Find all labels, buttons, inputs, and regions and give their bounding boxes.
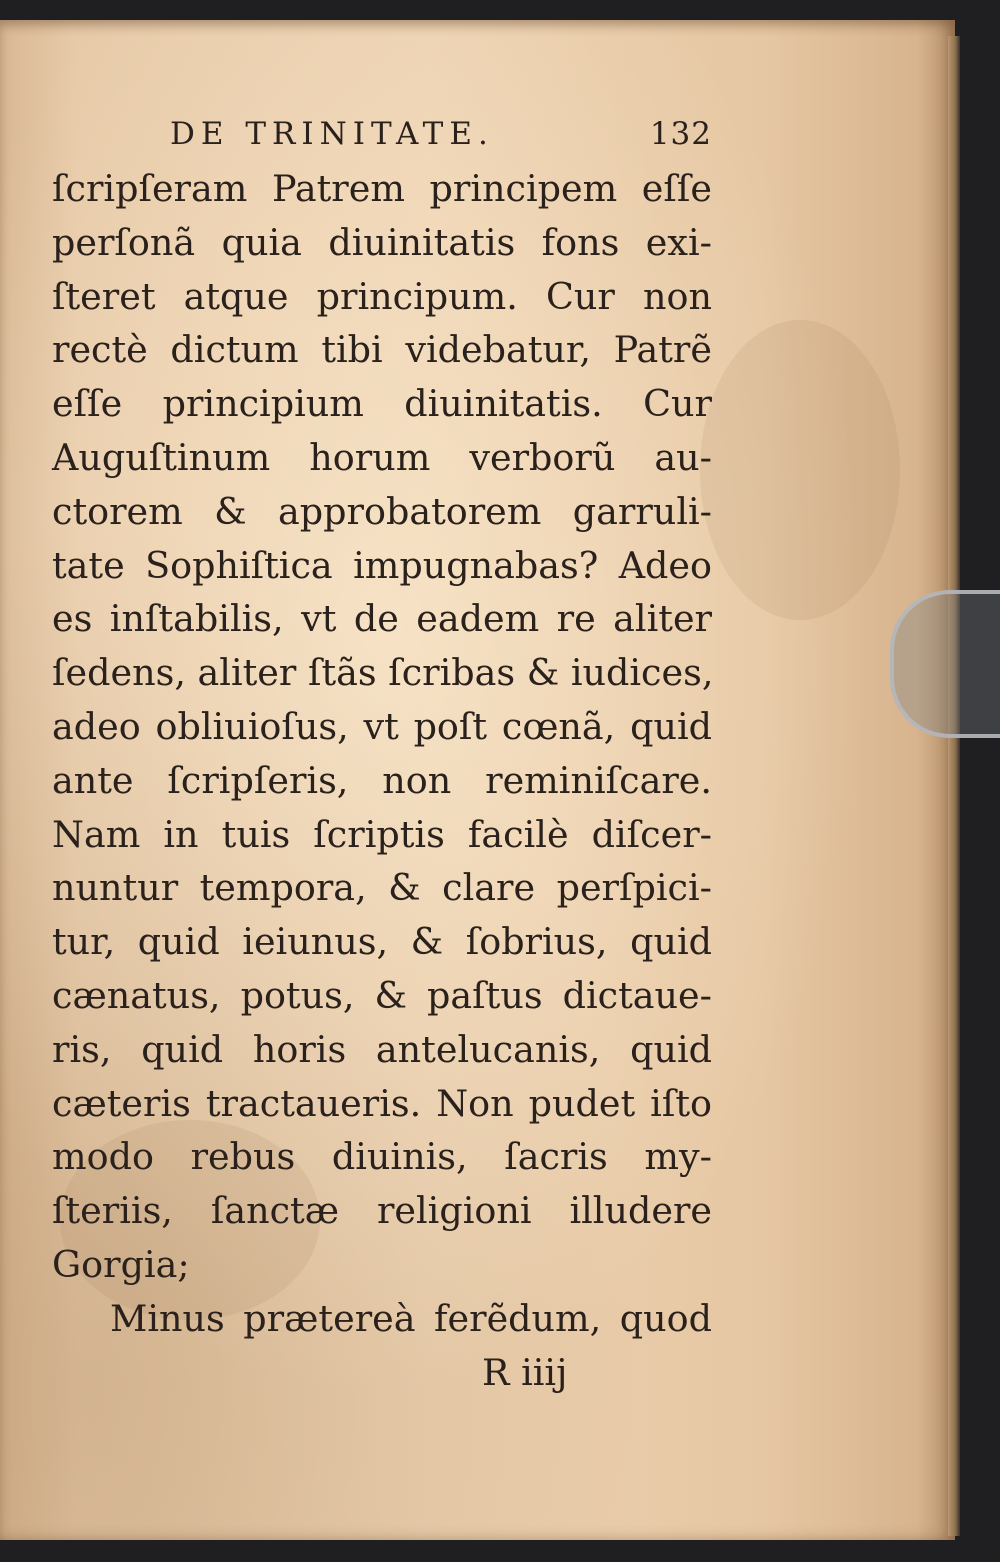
text-line: ſcripſeram Patrem principem eſſe xyxy=(52,167,712,210)
running-head-title: DE TRINITATE. xyxy=(170,116,494,152)
running-head xyxy=(52,116,712,162)
text-line: ris, quid horis antelucanis, quid xyxy=(52,1027,712,1071)
text-line: adeo obliuioſus, vt poſt cœnã, quid xyxy=(52,704,712,748)
text-line: nuntur tempora, & clare perſpici- xyxy=(52,866,712,910)
text-line: cænatus, potus, & paſtus dictaue- xyxy=(52,973,712,1017)
text-line: Nam in tuis ſcriptis facilè diſcer- xyxy=(52,812,712,856)
text-line: cæteris tractaueris. Non pudet iſto xyxy=(52,1081,712,1125)
paragraph-start-line: Minus prætereà ferẽdum, quod xyxy=(110,1296,712,1340)
page-number: 132 xyxy=(649,116,712,152)
paper-stain xyxy=(700,320,900,620)
text-line: modo rebus diuinis, ſacris my- xyxy=(52,1135,712,1179)
text-line: perſonã quia diuinitatis fons exi- xyxy=(52,220,712,264)
page-edge xyxy=(948,36,960,1536)
text-line: es inſtabilis, vt de eadem re aliter xyxy=(52,597,712,641)
book-page xyxy=(0,20,955,1540)
text-line: tur, quid ieiunus, & ſobrius, quid xyxy=(52,920,712,964)
text-line: tate Sophiſtica impugnabas? Adeo xyxy=(52,543,712,587)
text-line: Auguſtinum horum verborũ au- xyxy=(52,435,712,479)
page-clip xyxy=(890,590,1000,738)
signature-mark xyxy=(52,1346,712,1400)
text-line: ante ſcripſeris, non reminiſcare. xyxy=(52,758,712,802)
text-line: ſteriis, ſanctæ religioni illudere xyxy=(52,1189,712,1233)
text-line: eſſe principium diuinitatis. Cur xyxy=(52,382,712,426)
text-line: Gorgia; xyxy=(52,1242,190,1286)
text-line: ctorem & approbatorem garruli- xyxy=(52,489,712,533)
text-line: rectè dictum tibi videbatur, Patrẽ xyxy=(52,328,712,372)
page-text xyxy=(52,116,712,1400)
signature-text: R iiij xyxy=(482,1350,568,1394)
text-line: ſteret atque principum. Cur non xyxy=(52,274,712,318)
text-line: ſedens, aliter ſtãs ſcribas & iudices, xyxy=(52,651,714,695)
